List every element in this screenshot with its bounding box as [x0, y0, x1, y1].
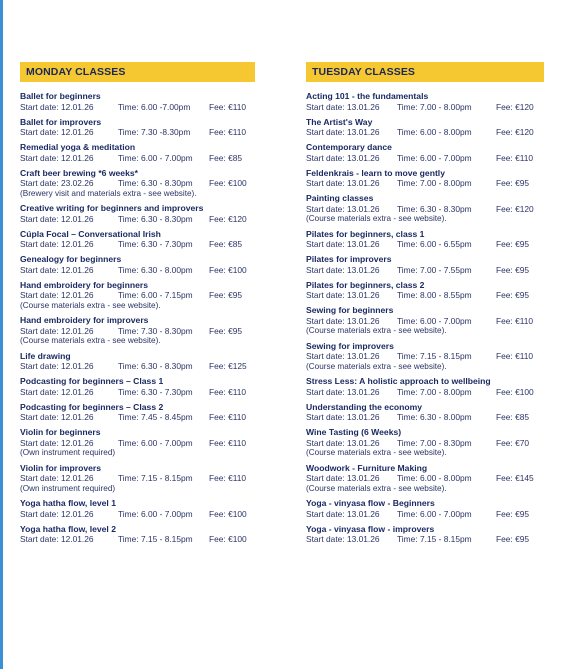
- class-listing: [20, 117, 255, 138]
- start-date: Start date: 12.01.26: [20, 127, 94, 137]
- class-details: [20, 102, 255, 113]
- class-time: Time: 6.30 - 7.30pm: [118, 386, 193, 397]
- class-fee: Fee: €110: [496, 351, 534, 361]
- class-listing: [306, 376, 544, 397]
- start-date: Start date: 13.01.26: [306, 152, 380, 163]
- class-title: The Artist's Way: [306, 116, 373, 127]
- class-fee: Fee: €95: [496, 508, 530, 519]
- start-date: Start date: 13.01.26: [306, 534, 380, 544]
- tuesday-classes-header: TUESDAY CLASSES: [306, 62, 544, 82]
- class-details: [20, 534, 255, 545]
- class-title: Podcasting for beginners – Class 2: [20, 401, 164, 412]
- class-time: Time: 6.00 - 7.00pm: [118, 508, 193, 519]
- class-time: Time: 7.00 - 8.00pm: [397, 101, 472, 112]
- class-time: Time: 7.15 - 8.15pm: [118, 473, 193, 483]
- start-date: Start date: 12.01.26: [20, 508, 94, 519]
- class-time: Time: 6.00 - 6.55pm: [397, 239, 472, 249]
- class-listing: [306, 168, 544, 189]
- class-fee: Fee: €120: [496, 101, 534, 112]
- class-fee: Fee: €95: [209, 325, 243, 336]
- class-listing: [20, 498, 255, 519]
- class-time: Time: 6.30 - 8.30pm: [118, 213, 193, 224]
- class-fee: Fee: €95: [209, 290, 243, 300]
- class-fee: Fee: €85: [496, 412, 530, 422]
- start-date: Start date: 12.01.26: [20, 473, 94, 483]
- start-date: Start date: 12.01.26: [20, 437, 94, 448]
- class-fee: Fee: €110: [209, 101, 247, 112]
- class-time: Time: 6.30 - 7.30pm: [118, 239, 193, 249]
- class-fee: Fee: €95: [496, 290, 530, 300]
- class-fee: Fee: €95: [496, 178, 530, 188]
- class-note: (Own instrument required): [20, 483, 116, 493]
- class-listing: [20, 402, 255, 423]
- class-note: (Brewery visit and materials extra - see website).: [20, 188, 197, 198]
- class-details: [20, 326, 255, 337]
- start-date: Start date: 23.02.26: [20, 178, 94, 188]
- class-title: Ballet for improvers: [20, 116, 102, 127]
- class-listing: [20, 91, 255, 112]
- class-fee: Fee: €95: [496, 264, 530, 275]
- class-time: Time: 6.00 -7.00pm: [118, 101, 191, 112]
- class-details: [20, 153, 255, 164]
- class-details: [306, 509, 544, 520]
- start-date: Start date: 12.01.26: [20, 361, 94, 371]
- class-fee: Fee: €100: [209, 178, 247, 188]
- class-time: Time: 6.00 - 8.00pm: [397, 473, 472, 483]
- class-time: Time: 7.15 - 8.15pm: [397, 534, 472, 544]
- class-title: Genealogy for beginners: [20, 254, 122, 264]
- class-title: Sewing for beginners: [306, 305, 394, 315]
- class-title: Sewing for improvers: [306, 340, 394, 351]
- start-date: Start date: 12.01.26: [20, 534, 94, 544]
- class-fee: Fee: €110: [209, 412, 247, 422]
- class-fee: Fee: €120: [496, 127, 534, 137]
- start-date: Start date: 13.01.26: [306, 508, 380, 519]
- class-fee: Fee: €120: [496, 203, 534, 214]
- class-listing: [20, 427, 255, 458]
- class-listing: [306, 193, 544, 224]
- class-title: Pilates for beginners, class 1: [306, 228, 425, 239]
- class-time: Time: 6.00 - 8.00pm: [397, 127, 472, 137]
- class-listing: [20, 524, 255, 545]
- class-time: Time: 7.45 - 8.45pm: [118, 412, 193, 422]
- class-fee: Fee: €100: [209, 264, 247, 275]
- class-listing: [20, 463, 255, 494]
- monday-class-list: [20, 91, 255, 545]
- class-note: (Course materials extra - see website).: [306, 483, 447, 493]
- class-details: [20, 509, 255, 520]
- class-fee: Fee: €100: [496, 386, 534, 397]
- class-details: [20, 290, 255, 301]
- class-title: Creative writing for beginners and improvers: [20, 203, 204, 213]
- class-time: Time: 7.30 - 8.30pm: [118, 325, 193, 336]
- class-title: Life drawing: [20, 350, 71, 361]
- class-fee: Fee: €145: [496, 473, 534, 483]
- class-time: Time: 6.00 - 7.00pm: [118, 437, 193, 448]
- start-date: Start date: 12.01.26: [20, 290, 94, 300]
- class-details: [306, 316, 544, 327]
- class-details: [306, 178, 544, 189]
- start-date: Start date: 12.01.26: [20, 239, 94, 249]
- class-title: Contemporary dance: [306, 142, 392, 152]
- class-listing: [306, 280, 544, 301]
- start-date: Start date: 13.01.26: [306, 437, 380, 448]
- class-details: [20, 438, 255, 449]
- class-details: [20, 239, 255, 250]
- class-title: Woodwork - Furniture Making: [306, 462, 428, 473]
- class-details: [306, 204, 544, 215]
- class-details: [306, 290, 544, 301]
- class-listing: [306, 524, 544, 545]
- class-time: Time: 7.00 - 8.00pm: [397, 178, 472, 188]
- class-details: [20, 214, 255, 225]
- class-title: Cúpla Focal – Conversational Irish: [20, 228, 161, 239]
- start-date: Start date: 13.01.26: [306, 101, 380, 112]
- class-details: [20, 387, 255, 398]
- class-note: (Course materials extra - see website).: [306, 361, 447, 371]
- class-title: Violin for improvers: [20, 462, 102, 473]
- class-details: [306, 534, 544, 545]
- class-title: Craft beer brewing *6 weeks*: [20, 167, 138, 178]
- class-listing: [306, 117, 544, 138]
- start-date: Start date: 12.01.26: [20, 264, 94, 275]
- class-time: Time: 7.15 - 8.15pm: [397, 351, 472, 361]
- class-listing: [20, 142, 255, 163]
- monday-classes-header: MONDAY CLASSES: [20, 62, 255, 82]
- start-date: Start date: 13.01.26: [306, 178, 380, 188]
- class-title: Pilates for beginners, class 2: [306, 279, 425, 290]
- class-note: (Course materials extra - see website).: [306, 214, 447, 223]
- class-note: (Own instrument required): [20, 448, 116, 457]
- class-listing: [306, 229, 544, 250]
- monday-classes-column: [20, 62, 255, 549]
- class-listing: [306, 402, 544, 423]
- start-date: Start date: 12.01.26: [20, 386, 94, 397]
- class-details: [20, 127, 255, 138]
- start-date: Start date: 12.01.26: [20, 412, 94, 422]
- class-listing: [20, 254, 255, 275]
- class-title: Painting classes: [306, 193, 374, 203]
- class-time: Time: 7.30 -8.30pm: [118, 127, 191, 137]
- class-title: Wine Tasting (6 Weeks): [306, 427, 402, 437]
- tuesday-classes-column: [306, 62, 544, 549]
- class-time: Time: 6.00 - 7.00pm: [397, 315, 472, 326]
- class-listing: [20, 229, 255, 250]
- class-listing: [20, 280, 255, 311]
- class-listing: [20, 168, 255, 199]
- class-listing: [306, 463, 544, 494]
- class-fee: Fee: €110: [496, 152, 534, 163]
- class-time: Time: 8.00 - 8.55pm: [397, 290, 472, 300]
- start-date: Start date: 12.01.26: [20, 325, 94, 336]
- class-time: Time: 7.00 - 8.00pm: [397, 386, 472, 397]
- class-title: Podcasting for beginners – Class 1: [20, 376, 164, 386]
- class-time: Time: 6.30 - 8.00pm: [118, 264, 193, 275]
- start-date: Start date: 13.01.26: [306, 203, 380, 214]
- start-date: Start date: 13.01.26: [306, 290, 380, 300]
- class-details: [306, 127, 544, 138]
- class-title: Hand embroidery for improvers: [20, 315, 149, 325]
- class-time: Time: 6.30 - 8.30pm: [397, 203, 472, 214]
- page-edge-strip: [0, 0, 3, 669]
- class-fee: Fee: €110: [209, 437, 247, 448]
- class-listing: [306, 142, 544, 163]
- start-date: Start date: 13.01.26: [306, 239, 380, 249]
- class-time: Time: 6.00 - 7.00pm: [397, 152, 472, 163]
- class-title: Pilates for improvers: [306, 254, 392, 264]
- class-fee: Fee: €70: [496, 437, 530, 448]
- start-date: Start date: 13.01.26: [306, 351, 380, 361]
- class-details: [306, 473, 544, 484]
- class-listing: [306, 254, 544, 275]
- class-fee: Fee: €100: [209, 508, 247, 519]
- class-title: Acting 101 - the fundamentals: [306, 91, 429, 101]
- class-details: [306, 412, 544, 423]
- class-details: [20, 473, 255, 484]
- start-date: Start date: 12.01.26: [20, 152, 94, 163]
- start-date: Start date: 13.01.26: [306, 127, 380, 137]
- class-time: Time: 6.00 - 7.00pm: [397, 508, 472, 519]
- start-date: Start date: 12.01.26: [20, 213, 94, 224]
- class-fee: Fee: €110: [209, 473, 247, 483]
- class-details: [20, 265, 255, 276]
- class-details: [306, 102, 544, 113]
- class-listing: [306, 498, 544, 519]
- class-fee: Fee: €85: [209, 239, 243, 249]
- class-title: Ballet for beginners: [20, 91, 101, 101]
- start-date: Start date: 13.01.26: [306, 412, 380, 422]
- class-fee: Fee: €125: [209, 361, 247, 371]
- class-note: (Course materials extra - see website).: [306, 326, 447, 335]
- class-title: Hand embroidery for beginners: [20, 279, 148, 290]
- class-listing: [20, 315, 255, 346]
- class-title: Understanding the economy: [306, 401, 423, 412]
- class-time: Time: 7.00 - 7.55pm: [397, 264, 472, 275]
- class-title: Yoga hatha flow, level 2: [20, 523, 116, 534]
- class-details: [306, 265, 544, 276]
- class-listing: [306, 305, 544, 336]
- class-fee: Fee: €110: [496, 315, 534, 326]
- class-fee: Fee: €120: [209, 213, 247, 224]
- class-listing: [20, 203, 255, 224]
- class-time: Time: 6.30 - 8.30pm: [118, 361, 193, 371]
- class-note: (Course materials extra - see website).: [306, 448, 447, 457]
- class-fee: Fee: €85: [209, 152, 243, 163]
- start-date: Start date: 13.01.26: [306, 264, 380, 275]
- class-title: Feldenkrais - learn to move gently: [306, 167, 445, 178]
- class-title: Yoga - vinyasa flow - Beginners: [306, 498, 435, 508]
- class-fee: Fee: €110: [209, 386, 247, 397]
- class-title: Remedial yoga & meditation: [20, 142, 136, 152]
- class-note: (Course materials extra - see website).: [20, 336, 161, 345]
- class-details: [306, 239, 544, 250]
- class-title: Yoga hatha flow, level 1: [20, 498, 116, 508]
- class-listing: [20, 351, 255, 372]
- class-details: [306, 438, 544, 449]
- class-fee: Fee: €100: [209, 534, 247, 544]
- class-fee: Fee: €95: [496, 534, 530, 544]
- start-date: Start date: 13.01.26: [306, 473, 380, 483]
- class-listing: [306, 341, 544, 372]
- tuesday-class-list: [306, 91, 544, 545]
- class-details: [20, 412, 255, 423]
- class-time: Time: 6.30 - 8.00pm: [397, 412, 472, 422]
- class-details: [306, 153, 544, 164]
- class-listing: [306, 427, 544, 458]
- class-listing: [20, 376, 255, 397]
- start-date: Start date: 12.01.26: [20, 101, 94, 112]
- class-details: [20, 361, 255, 372]
- class-details: [20, 178, 255, 189]
- start-date: Start date: 13.01.26: [306, 386, 380, 397]
- class-listing: [306, 91, 544, 112]
- class-title: Violin for beginners: [20, 427, 101, 437]
- class-time: Time: 6.00 - 7.00pm: [118, 152, 193, 163]
- class-note: (Course materials extra - see website).: [20, 300, 161, 310]
- class-time: Time: 7.00 - 8.30pm: [397, 437, 472, 448]
- start-date: Start date: 13.01.26: [306, 315, 380, 326]
- class-details: [306, 351, 544, 362]
- class-title: Yoga - vinyasa flow - improvers: [306, 523, 435, 534]
- class-details: [306, 387, 544, 398]
- class-time: Time: 7.15 - 8.15pm: [118, 534, 193, 544]
- class-fee: Fee: €95: [496, 239, 530, 249]
- class-fee: Fee: €110: [209, 127, 247, 137]
- class-time: Time: 6.30 - 8.30pm: [118, 178, 193, 188]
- class-time: Time: 6.00 - 7.15pm: [118, 290, 193, 300]
- class-title: Stress Less: A holistic approach to wellbeing: [306, 376, 491, 386]
